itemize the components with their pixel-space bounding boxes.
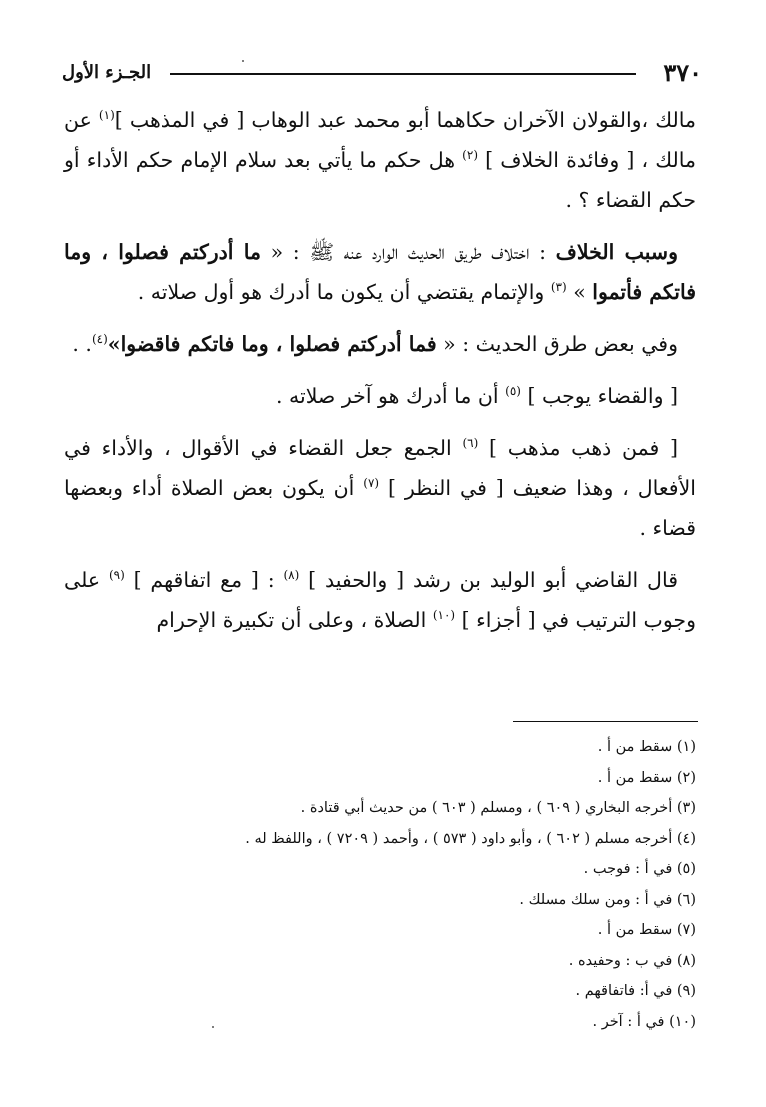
section-lead: وسبب الخلاف [555, 240, 678, 264]
paragraph-5 [64, 428, 696, 548]
scan-speck [242, 60, 244, 62]
footnote-ref-10: (١٠) [432, 608, 456, 623]
text: وفي بعض طرق الحديث : « [436, 332, 678, 356]
page-number: ٣٧٠ [663, 58, 702, 87]
text: » [107, 332, 121, 356]
text: قال القاضي أبو الوليد بن رشد [ والحفيد ] [299, 568, 678, 592]
text: على وجوب الترتيب في [ أجزاء ] [64, 568, 696, 632]
footnote-ref-8: (٨) [283, 568, 300, 583]
footnote-4: (٤) أخرجه مسلم ( ٦٠٢ ) ، وأبو داود ( ٥٧٣ ) ، وأحمد ( ٧٢٠٩ ) ، واللفظ له . [245, 830, 696, 847]
running-title: الجـزء الأول [62, 62, 152, 83]
text: » [566, 280, 593, 304]
text: أن ما أدرك هو آخر صلاته . [275, 384, 506, 408]
header-rule [170, 73, 636, 75]
footnote-ref-1: (١) [98, 108, 115, 123]
paragraph-4 [64, 376, 696, 416]
footnote-separator [513, 721, 698, 722]
footnote-2: (٢) سقط من أ . [597, 769, 696, 786]
text: مالك ،والقولان الآخران حكاهما أبو محمد عبد الوهاب [ في المذهب ] [114, 108, 697, 132]
paragraph-2 [64, 232, 696, 312]
main-text [64, 100, 696, 652]
footnote-9: (٩) في أ: فاتفاقهم . [575, 983, 696, 999]
footnote-3: (٣) أخرجه البخاري ( ٦٠٩ ) ، ومسلم ( ٦٠٣ ) من حديث أبي قتادة . [300, 800, 696, 816]
text: [ فمن ذهب مذهب ] [478, 436, 678, 460]
text: الجمع جعل القضاء في الأقوال ، والأداء في الأفعال ، وهذا ضعيف [ في النظر ] [64, 436, 696, 500]
hadith-quote: ما أدركتم فصلوا ، وما فاتكم فأتموا [64, 240, 696, 304]
footnote-ref-7: (٧) [363, 476, 380, 491]
text: والإتمام يقتضي أن يكون ما أدرك هو أول صلاته . [137, 280, 551, 304]
footnote-6: (٦) في أ : ومن سلك مسلك . [519, 891, 696, 908]
paragraph-6 [64, 560, 696, 640]
footnote-ref-9: (٩) [108, 568, 125, 583]
text: أن يكون بعض الصلاة أداء وبعضها قضاء . [64, 476, 696, 540]
footnote-ref-3: (٣) [550, 280, 567, 295]
text: هل حكم ما يأتي بعد سلام الإمام حكم الأداء أو حكم القضاء ؟ . [64, 148, 696, 212]
footnote-ref-5: (٥) [505, 384, 521, 399]
text: [ والقضاء يوجب ] [520, 384, 678, 408]
page-header [62, 58, 702, 90]
hadith-quote: فما أدركتم فصلوا ، وما فاتكم فاقضوا [120, 332, 437, 356]
text: : اختلاف طريق الحديث الوارد عنه ﷺ : « [260, 240, 556, 264]
footnotes [64, 732, 696, 1037]
text: : [ مع اتفاقهم ] [124, 568, 284, 592]
footnote-ref-2: (٢) [462, 148, 478, 163]
paragraph-3 [64, 324, 696, 364]
text: عن مالك ، [ وفائدة الخلاف ] [64, 108, 696, 172]
footnote-1: (١) سقط من أ . [597, 739, 696, 755]
footnote-10: (١٠) في أ : آخر . [592, 1013, 696, 1030]
footnote-ref-4: (٤) [91, 332, 108, 347]
footnote-ref-6: (٦) [462, 436, 479, 451]
footnote-8: (٨) في ب : وحفيده . [568, 952, 696, 969]
footnote-7: (٧) سقط من أ . [597, 922, 696, 938]
footnote-5: (٥) في أ : فوجب . [583, 861, 696, 877]
text: . . [72, 332, 92, 356]
text: الصلاة ، وعلى أن تكبيرة الإحرام [156, 608, 433, 632]
scan-speck [212, 1026, 214, 1028]
paragraph-1 [64, 100, 696, 220]
